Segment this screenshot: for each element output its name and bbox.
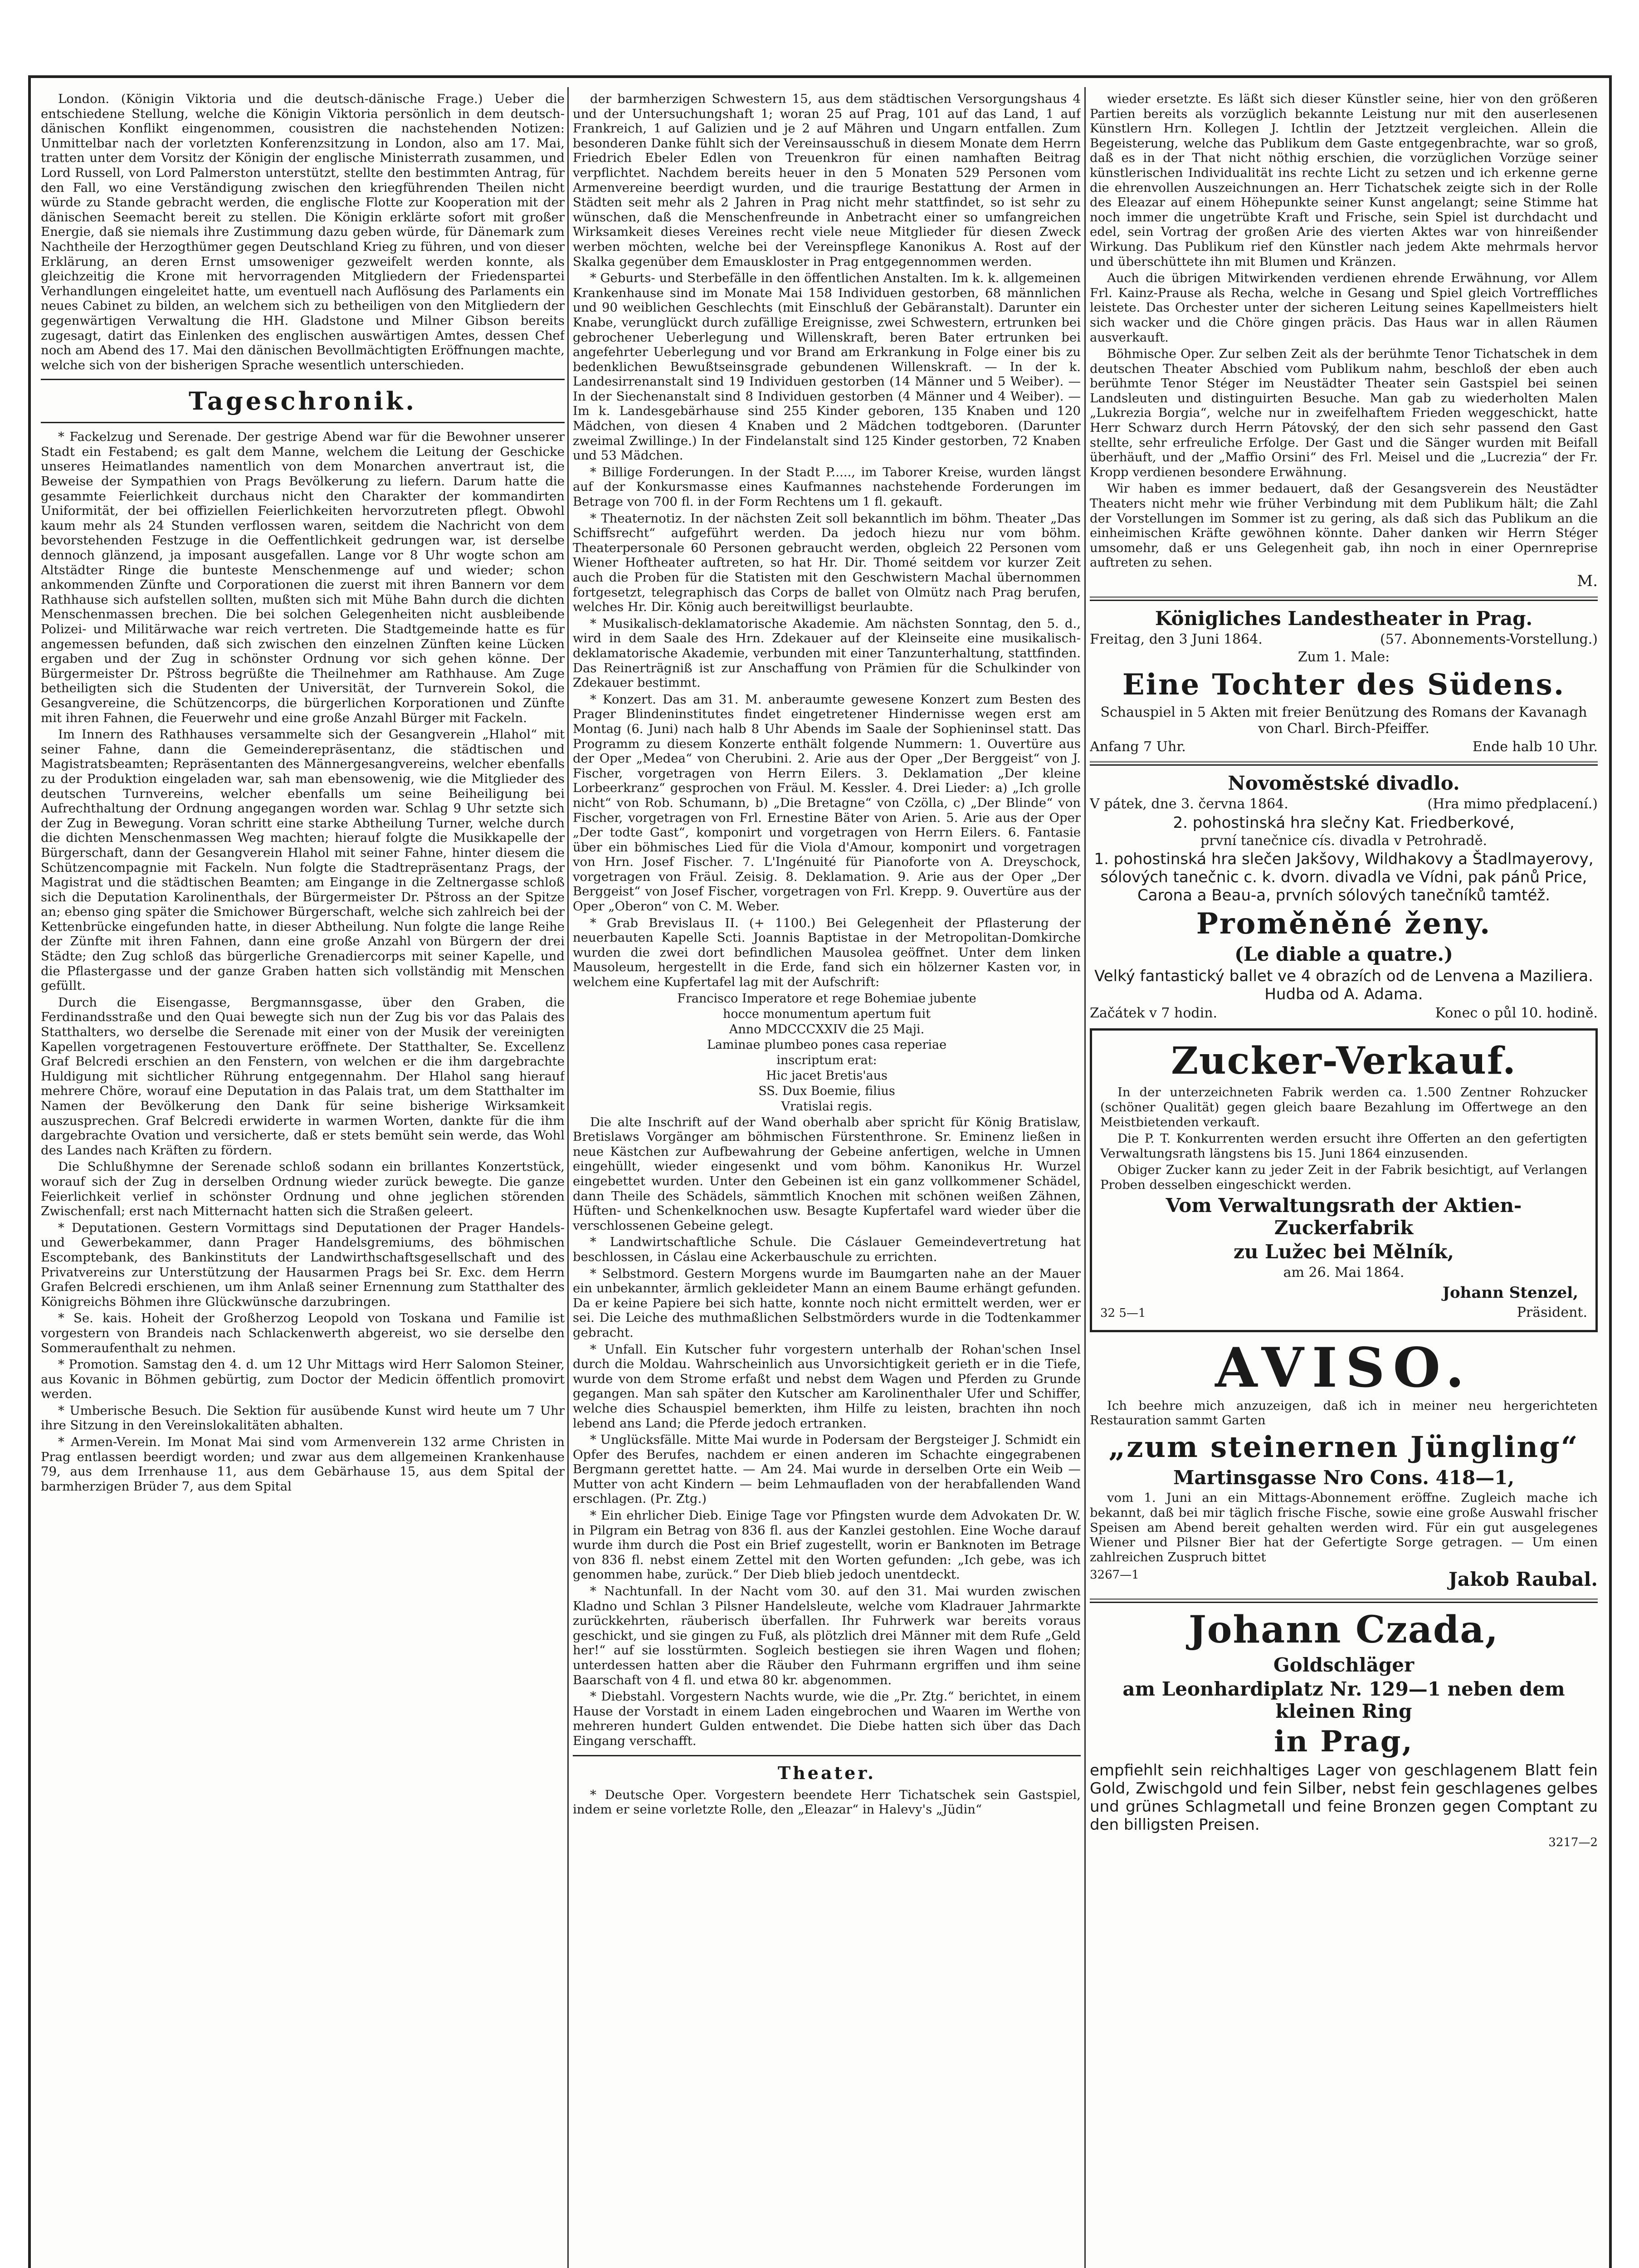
- section-heading: Tageschronik.: [188, 386, 417, 416]
- ad-code: 32 5—1: [1100, 1306, 1146, 1320]
- author-mark: M.: [1577, 572, 1598, 590]
- article-konzert: * Konzert. Das am 31. M. anberaumte gewesene Konzert zum Besten des Prager Blindeninstitutes findet eingetretener Hindernisse wegen erst am Montag (6. Juni) nach halb 8 Uhr Abends im Saale der Sophieninsel statt. Das Programm zu diesem Konzerte enthält folgende Nummern: 1. Ouvertüre aus der Oper „Medea“ von Cherubini. 2. Arie aus der Oper „Der Berggeist“ von J. Fischer, vorgetragen von Herrn Eilers. 3. Deklamation „Der kleine Lorbeerkranz“ gesprochen von Fräul. M. Kessler. 4. Drei Lieder: a) „Ich grolle nicht“ von Rob. Schumann, b) „Die Bretagne“ von Czölla, c) „Der Blinde“ von Fischer, vorgetragen von Frl. Ernestine Bäter von Arien. 5. Arie aus der Oper „Der todte Gast“, komponirt und vorgetragen von Herrn Eilers. 6. Fantasie über ein böhmisches Lied für die Viola d'Amour, komponirt und vorgetragen von Hrn. Josef Fischer. 7. L'Ingénuité für Pianoforte von A. Dreyschock, vorgetragen von Fräul. Zeisig. 8. Deklamation. 9. Arie aus der Oper „Der Berggeist“ von Josef Fischer, vorgetragen von Frl. Krepp. 9. Ouvertüre aus der Oper „Oberon“ von C. M. Weber.: [573, 692, 1081, 914]
- inscription-line: Laminae plumbeo pones casa reperiae: [707, 1037, 947, 1052]
- ad-signature: Jakob Raubal.: [1449, 1568, 1598, 1591]
- article-paragraph: Im Innern des Rathhauses versammelte sich der Gesangverein „Hlahol“ mit seiner Fahne, dann die Gemeinderepräsentanz, die städtischen und Magistratsbeamten; Repräsentanten des Männergesangvereins, welcher ebenfalls zu der Produktion eingeladen war, sah man ebensowenig, wie die Mitglieder des deutschen Turnvereins, welcher ebenfalls um seine Beiheiligung bei Aufrechthaltung der Ordnung angegangen worden war. Schlag 9 Uhr setzte sich der Zug in Bewegung. Voran schritt eine starke Abtheilung Turner, welche durch die dichten Menschenmassen Weg machten; hierauf folgte die Musikkapelle der Bürgerschaft, dann der Gesangverein Hlahol mit seiner Fahne, hinter diesem die Schützencompagnie mit Fackeln. Nun folgte die Stadtrepräsentanz Prags, der Magistrat und die städtischen Beamten; am Eingange in die Zeltnergasse schloß sich die Deputation Karolinenthals, der Bürgermeister Dr. Pštross an der Spitze an; ebenso ging später die Smichower Bürgerschaft, welche sich zahlreich bei der Kettenbrücke eingefunden hatte, in dieser Abtheilung. Nun folgte die lange Reihe der Zünfte mit ihren Fahnen, dann eine große Anzahl von Bürgern der drei Städte; den Zug schloß das bürgerliche Grenadiercorps mit seiner Kapelle, und die Pflastergasse und der ganze Graben hatten sich vollständig mit Menschen gefüllt.: [41, 727, 565, 993]
- ad-body: vom 1. Juni an ein Mittags-Abonnement eröffne. Zugleich mache ich bekannt, daß bei mir täglich frische Fische, sowie eine große Auswahl frischer Speisen am Abend bereit gehalten werden wird. Für ein gut ausgelegenes Wiener und Pilsner Bier hat der Gefertigte Sorge getragen. — Um einen zahlreichen Zuspruch bittet: [1090, 1491, 1598, 1564]
- column-divider: [567, 87, 569, 2268]
- inscription-line: SS. Dux Boemie, filius: [758, 1084, 895, 1098]
- article-armenverein: * Armen-Verein. Im Monat Mai sind vom Armenverein 132 arme Christen in Prag entlassen beerdigt worden; und zwar aus dem allgemeinen Krankenhause 79, aus dem Irrenhause 11, aus dem Gebärhause 15, aus dem Spital der barmherzigen Brüder 7, aus dem Spital: [41, 1435, 565, 1494]
- article-diebstahl: * Diebstahl. Vorgestern Nachts wurde, wie die „Pr. Ztg.“ berichtet, in einem Hause der Vorstadt in einem Laden eingebrochen und Waaren im Werthe von mehreren hundert Gulden entwendet. Die Diebe hatten sich über das Dach Eingang verschafft.: [573, 1689, 1081, 1748]
- ad-body: Ich beehre mich anzuzeigen, daß ich in meiner neu hergerichteten Restauration sammt Garten: [1090, 1398, 1598, 1428]
- ad-body: empfiehlt sein reichhaltiges Lager von geschlagenem Blatt fein Gold, Zwischgold und fein Silber, nebst fein geschlagenes gelbes und grünes Schlagmetall und feine Bronzen gegen Comptant zu den billigsten Preisen.: [1090, 1761, 1598, 1834]
- ad-start: Začátek v 7 hodin.: [1090, 1005, 1218, 1022]
- ad-row: [1090, 739, 1598, 755]
- ad-signature: Johann Stenzel,: [1442, 1283, 1578, 1302]
- article-promotion: * Promotion. Samstag den 4. d. um 12 Uhr Mittags wird Herr Salomon Steiner, aus Kovanic in Böhmen gebürtig, zum Doctor der Medicin öffentlich promovirt werden.: [41, 1357, 565, 1402]
- ad-end: Ende halb 10 Uhr.: [1472, 738, 1598, 755]
- ad-row: [1090, 631, 1598, 647]
- article-akademie: * Musikalisch-deklamatorische Akademie. Am nächsten Sonntag, den 5. d., wird in dem Saale des Hrn. Zdekauer auf der Kleinseite eine musikalisch-deklamatorische Akademie, verbunden mit einer Tanzunterhaltung, stattfinden. Das Reinerträgniß ist zur Anschaffung von Prämien für die Schulkinder von Zdekauer bestimmt.: [573, 616, 1081, 690]
- ad-czada: [1090, 1609, 1598, 1849]
- ad-first: Zum 1. Male:: [1298, 649, 1390, 665]
- inscription-line: Anno MDCCCXXIV die 25 Maji.: [729, 1022, 925, 1036]
- ad-line: 2. pohostinská hra slečny Kat. Friedberkové,: [1173, 813, 1515, 832]
- article-nachtunfall: * Nachtunfall. In der Nacht vom 30. auf den 31. Mai wurden zwischen Kladno und Schlan 3 Pilsner Handelsleute, welche vom Kladrauer Jahrmarkte zurückkehrten, räuberisch überfallen. Ihr Fuhrwerk war bereits voraus geschickt, und sie gingen zu Fuß, als plötzlich drei Männer mit dem Rufe „Geld her!“ auf sie losstürmten. Sogleich bestiegen sie ihren Wagen und flohen; unterdessen hatten aber die Räuber den Fuhrmann ergriffen und ihm seine Baarschaft von 4 fl. und etwa 80 kr. abgenommen.: [573, 1584, 1081, 1687]
- article-theaternotiz: * Theaternotiz. In der nächsten Zeit soll bekanntlich im böhm. Theater „Das Schiffsrecht“ aufgeführt werden. Da jedoch hiezu nur vom böhm. Theaterpersonale 60 Personen gebraucht werden, obgleich 22 Personen vom Wiener Hoftheater auftreten, so hat Hr. Dir. Thomé seitdem vor kurzer Zeit auch die Proben für die Statisten mit den Geschwistern Machal übernommen fortgesetzt, telegraphisch das Corps de ballet von Olmütz nach Prag berufen, welches Hr. Dir. König auch bereitwilligst beurlaubte.: [573, 511, 1081, 615]
- article-unfall: * Unfall. Ein Kutscher fuhr vorgestern unterhalb der Rohan'schen Insel durch die Moldau. Wahrscheinlich aus Unvorsichtigkeit gerieth er in die Tiefe, wurde von dem Strome erfaßt und nebst dem Wagen und Pferden zu Grunde gegangen. Man sah später den Kutscher am Karolinenthaler Ufer und Schiffer, welche dies Schauspiel bemerkten, ihm Hilfe zu leisten, brachten ihn noch lebend ans Land; die Pferde jedoch ertranken.: [573, 1342, 1081, 1431]
- article-paragraph: Die Schlußhymne der Serenade schloß sodann ein brillantes Konzertstück, worauf sich der Zug in derselben Ordnung wieder zurück bewegte. Die ganze Feierlichkeit verlief in schönster Ordnung und ohne jeglichen störenden Zwischenfall; erst nach Mitternacht hatten sich die Straßen geleert.: [41, 1159, 565, 1219]
- review-paragraph: wieder ersetzte. Es läßt sich dieser Künstler seine, hier von den größeren Partien bereits als vorzüglich bekannte Leistung nur mit den auserlesenen Künstlern Hrn. Kollegen J. Ichtlin der Jetztzeit vergleichen. Allein die Begeisterung, welche das Publikum dem Gaste entgegenbrachte, war so groß, daß es in der That nicht nöthig erschien, die vorzüglichen Vorzüge seiner künstlerischen Individualität ins rechte Licht zu setzen und ich erkenne gerne die ehrenvollen Auszeichnungen an. Herr Tichatschek zeigte sich in der Rolle des Eleazar auf einem Höhepunkte seiner Kunst angelangt; seine Stimme hat noch immer die ungetrübte Kraft und Frische, sein Spiel ist durchdacht und edel, sein Vortrag der großen Arie des vierten Aktes war von hinreißender Wirkung. Das Publikum rief den Künstler nach jedem Akte mehrmals hervor und überschüttete ihn mit Blumen und Kränzen.: [1090, 92, 1598, 269]
- divider: [573, 1755, 1081, 1756]
- ad-address: am Leonhardiplatz Nr. 129—1 neben dem kleinen Ring: [1122, 1678, 1565, 1723]
- article-paragraph: Die alte Inschrift auf der Wand oberhalb aber spricht für König Bratislaw, Bretislaws Vorgänger am böhmischen Fürstenthrone. Sr. Eminenz ließen in neue Kästchen zur Aufbewahrung der Gebeine anfertigen, welche in Umnen eingehüllt, wieder eingesenkt und vom böhm. Kanonikus Hr. Wurzel eingebettet wurden. Unter den Gebeinen ist ein ganz vollkommener Schädel, dann Theile des Schädels, sämmtlich Knochen mit schönen weißen Zähnen, Hüften- und Schenkelknochen usw. Besagte Kupfertafel ward wieder über die verschlossenen Gebeine gelegt.: [573, 1114, 1081, 1233]
- divider: [1090, 1598, 1598, 1603]
- ad-code: 3217—2: [1548, 1836, 1598, 1850]
- article-london: London. (Königin Viktoria und die deutsch-dänische Frage.) Ueber die entschiedene Stellung, welche die Königin Viktoria persönlich in dem deutsch-dänischen Konflikt eingenommen, cousistren die nachstehenden Notizen: Unmittelbar nach der vorletzten Konferenzsitzung in London, also am 17. Mai, tratten unter dem Vorsitz der Königin der englische Ministerrath zusammen, und Lord Russell, von Lord Palmerston unterstützt, stellte den bestimmten Antrag, für den Fall, wo eine Verständigung zwischen den kriegführenden Theilen nicht würde zu Stande gebracht werden, die englische Flotte zur Kooperation mit der dänischen Seemacht bereit zu stellen. Die Königin erklärte sofort mit großer Energie, daß sie niemals ihre Zustimmung dazu geben würde, für Dänemark zum Nachtheile der Herzogthümer gegen Deutschland Krieg zu führen, und von dieser Erklärung, an deren Ernst umsoweniger gezweifelt werden konnte, als gleichzeitig die Krone mit hervorragenden Mitgliedern der Friedenspartei Verhandlungen eingeleitet hatte, um eventuell nach Auflösung des Parlaments ein neues Cabinet zu bilden, an welchem sich zu betheiligen von den Mitgliedern der gegenwärtigen Verwaltung die HH. Gladstone und Milner Gibson bereits zugesagt, datirt das Einlenken des englischen auswärtigen Amtes, dessen Chef noch am Abend des 17. Mai den dänischen Bevollmächtigten Eröffnungen machte, welche sich von der bisherigen Sprache wesentlich unterschieden.: [41, 92, 565, 372]
- article-unglueck: * Unglücksfälle. Mitte Mai wurde in Podersam der Bergsteiger J. Schmidt ein Opfer des Berufes, nachdem er einen anderen im Schachte eingegrabenen Bergmann gerettet hatte. — Am 24. Mai wurde in derselben Orte ein Weib — Mutter von acht Kindern — beim Lehmaufladen von der herabfallenden Wand erschlagen. (Pr. Ztg.): [573, 1432, 1081, 1506]
- ad-row: [1100, 1305, 1587, 1322]
- column-divider: [1084, 87, 1086, 2268]
- ad-title: Königliches Landestheater in Prag.: [1155, 607, 1533, 630]
- divider: [1090, 761, 1598, 766]
- divider: [41, 422, 565, 423]
- review-paragraph: Auch die übrigen Mitwirkenden verdienen ehrende Erwähnung, vor Allem Frl. Kainz-Prause als Recha, welche in Gesang und Spiel gleich Vortreffliches leistete. Das Orchester unter der sicheren Leitung seines Kapellmeisters hielt sich wacker und die Chöre gingen präcis. Das Haus war in allen Räumen ausverkauft.: [1090, 271, 1598, 345]
- ad-place: zu Lužec bei Mělník,: [1234, 1240, 1454, 1263]
- ad-row: [1090, 1566, 1598, 1592]
- newspaper-page: [28, 75, 1612, 2268]
- ad-zucker: [1090, 1028, 1598, 1332]
- latin-inscription: [573, 992, 1081, 1114]
- article-deutsche-oper: * Deutsche Oper. Vorgestern beendete Herr Tichatschek sein Gastspiel, indem er seine vorletzte Rolle, den „Eleazar“ in Halevy's „Jüdin“: [573, 1787, 1081, 1817]
- ad-line: první tanečnice cís. divadla v Petrohradě.: [1200, 832, 1488, 849]
- ad-end: Konec o půl 10. hodině.: [1435, 1005, 1598, 1022]
- ad-start: Anfang 7 Uhr.: [1090, 738, 1186, 755]
- ad-date: am 26. Mai 1864.: [1283, 1264, 1405, 1281]
- column-1: [41, 92, 565, 2266]
- ad-play: Eine Tochter des Südens.: [1122, 668, 1566, 702]
- ad-novomestske: [1090, 772, 1598, 1022]
- article-fackelzug: * Fackelzug und Serenade. Der gestrige Abend war für die Bewohner unserer Stadt ein Festabend; es galt dem Manne, welchem die Leitung der Geschicke unseres Heimatlandes namentlich von dem Monarchen anvertraut ist, die Beweise der Sympathien von Prags Bevölkerung zu liefern. Darum hatte die gesammte Feierlichkeit durchaus nicht den Charakter der kommandirten Uniformität, der bei offiziellen Feierlichkeiten hervorzutreten pflegt. Obwohl kaum mehr als 24 Stunden verflossen waren, seitdem die Nachricht von dem bevorstehenden Festzuge in die Oeffentlichkeit gedrungen war, ist derselbe dennoch glänzend, ja imposant ausgefallen. Lange vor 8 Uhr wogte schon am Altstädter Ringe die bunteste Menschenmenge auf und wieder; schon ankommenden Zünfte und Corporationen die zuerst mit ihren Bannern vor dem Rathhause sich aufstellen sollten, mußten sich mit Mühe Bahn durch die dichten Menschenmassen brechen. Die bei solchen Gelegenheiten nicht ausbleibende Polizei- und Militärwache war reich vertreten. Die Stadtgemeinde hatte es für angemessen befunden, daß sich zwischen den einzelnen Zünften keine Lücken ergaben und der Zug in schönster Ordnung vor sich gehen könne. Der Bürgermeister Dr. Pštross begrüßte die Theilnehmer am Rathhause. Am Zuge betheiligten sich die Studenten der Universität, der Turnverein Sokol, die Gesangvereine, die Schützencorps, die bürgerlichen Korporationen und Zünfte mit ihren Fahnen, die Feuerwehr und eine große Anzahl Bürger mit Fackeln.: [41, 430, 565, 725]
- ad-row: [1090, 1005, 1598, 1021]
- inscription-line: Hic jacet Bretis'aus: [766, 1068, 888, 1083]
- ad-note: (Hra mimo předplacení.): [1427, 796, 1598, 812]
- ad-body: In der unterzeichneten Fabrik werden ca. 1.500 Zentner Rohzucker (schöner Qualität) gegen gleich baare Bezahlung im Offertwege an den Meistbietenden verkauft.: [1100, 1085, 1587, 1129]
- ad-row: [1090, 796, 1598, 812]
- article-landwirtschaft: * Landwirtschaftliche Schule. Die Cáslauer Gemeindevertretung hat beschlossen, in Cáslau eine Ackerbauschule zu errichten.: [573, 1235, 1081, 1264]
- ad-play: Proměněné ženy.: [1196, 906, 1492, 941]
- ad-date: Freitag, den 3 Juni 1864.: [1090, 631, 1263, 647]
- ad-trade: Goldschläger: [1273, 1654, 1415, 1677]
- article-deputationen: * Deputationen. Gestern Vormittags sind Deputationen der Prager Handels- und Gewerbekammer, dann Prager Handelsgremiums, des böhmischen Escomptebank, des Bankinstituts der Landwirthschaftsgesellschaft und des Privatvereins zur Unterstützung der Hausarmen Prags bei Sr. Exc. dem Herrn Grafen Belcredi erschienen, um ihm Anlaß seiner Ernennung zum Statthalter des Königreichs Böhmen ihre Glückwünsche darzubringen.: [41, 1220, 565, 1309]
- ad-from: Vom Verwaltungsrath der Aktien-Zuckerfabrik: [1166, 1194, 1522, 1239]
- review-paragraph: Wir haben es immer bedauert, daß der Gesangsverein des Neustädter Theaters nicht mehr wie früher Verbindung mit dem Publikum hält; die Zahl der Vorstellungen im Sommer ist zu gering, als daß sich das Publikum an die einheimischen Kräfte gewöhnen könnte. Daher danken wir Herrn Stéger umsomehr, daß er uns Gelegenheit gab, ihn noch in einer Opernreprise auftreten zu sehen.: [1090, 481, 1598, 570]
- ad-date: V pátek, dne 3. června 1864.: [1090, 796, 1288, 812]
- article-paragraph: Durch die Eisengasse, Bergmannsgasse, über den Graben, die Ferdinandsstraße und den Quai bewegte sich nun der Zug bis vor das Palais des Statthalters, wo derselbe die Serenade mit einer von der Musik der vereinigten Kapellen vorgetragenen Festouverture eröffnete. Der Statthalter, Se. Excellenz Graf Belcredi erschien an den Fenstern, von welchen er die ihm dargebrachte Huldigung mit sichtlicher Rührung entgegennahm. Der Hlahol sang hierauf mehrere Chöre, worauf eine Deputation in das Palais trat, um dem Statthalter im Namen der Bevölkerung den Dank für seine bisherige Wirksamkeit auszusprechen. Graf Belcredi erwiderte in warmen Worten, dankte für die ihm dargebrachte Ovation und versicherte, daß er stets bemüht sein werde, das Wohl des Landes nach Kräften zu fördern.: [41, 995, 565, 1158]
- ad-role: Präsident.: [1517, 1304, 1587, 1320]
- ad-aviso: [1090, 1335, 1598, 1593]
- article-grab: * Grab Brevislaus II. (+ 1100.) Bei Gelegenheit der Pflasterung der neuerbauten Kapelle Scti. Joannis Baptistae in der Metropolitan-Domkirche wurden die zwei dort befindlichen Mausolea geöffnet. Unter dem linken Mausoleum, hergestellt in die Erde, fand sich ein hölzerner Kasten vor, in welchem eine Kupfertafel lag mit der Aufschrift:: [573, 915, 1081, 990]
- divider: [41, 379, 565, 380]
- ad-name: „zum steinernen Jüngling“: [1108, 1430, 1579, 1464]
- ad-sub: (Le diable a quatre.): [1234, 943, 1453, 966]
- inscription-line: Francisco Imperatore et rege Bohemiae jubente: [677, 991, 976, 1006]
- article-boehmische-oper: Böhmische Oper. Zur selben Zeit als der berühmte Tenor Tichatschek in dem deutschen Theater Abschied vom Publikum nahm, beschloß der eben auch berühmte Tenor Stéger im Neustädter Theater sein Gastspiel bei seinen Landsleuten und distinguirten Besuche. Man gab zu wiederholten Malen „Lukrezia Borgia“, welche nur in zweifelhaftem Frieden weggeschickt, hatte Herr Schwarz durch Herrn Pátovský, der den sich sehr passend den Gast stellte, sehr erfreuliche Erfolge. Der Gast und die Sänger wurden mit Beifall überhäuft, und der „Maffio Orsini“ des Frl. Meisel und die „Lucrezia“ der Fr. Kropp verdienen besondere Erwähnung.: [1090, 347, 1598, 479]
- ad-desc: Schauspiel in 5 Akten mit freier Benützung des Romans der Kavanagh von Charl. Birch-Pfeiffer.: [1100, 704, 1587, 737]
- article-continued: der barmherzigen Schwestern 15, aus dem städtischen Versorgungshaus 4 und der Untersuchungshaft 1; woran 25 auf Prag, 101 auf das Land, 1 auf Frankreich, 1 auf Galizien und je 2 auf Mähren und Ungarn entfallen. Zum besonderen Danke fühlt sich der Vereinsausschuß in diesem Monate dem Herrn Friedrich Ebeler Edlen von Treuenkron für einen namhaften Beitrag verpflichtet. Nachdem bereits heuer in den 5 Monaten 529 Personen vom Armenvereine beerdigt wurden, und die traurige Bestattung der Armen in Städten seit mehr als 2 Jahren in Prag nicht mehr stattfindet, so ist sehr zu wünschen, daß die Menschenfreunde in Anbetracht einer so umfangreichen Wirksamkeit dieses Vereines recht viele neue Mitglieder für diesen Zweck werben möchten, welche bei der Vereinspflege Kanonikus A. Rost auf der Skalka gegenüber dem Emauskloster in Prag entgegennommen werden.: [573, 92, 1081, 269]
- ad-title: Novoměstské divadlo.: [1228, 772, 1460, 794]
- ad-landestheater: [1090, 607, 1598, 755]
- ad-title: Zucker-Verkauf.: [1171, 1039, 1517, 1083]
- ad-city: in Prag,: [1274, 1725, 1414, 1759]
- inscription-line: Vratislai regis.: [781, 1099, 873, 1114]
- divider: [1090, 596, 1598, 601]
- section-heading-theater: Theater.: [777, 1762, 876, 1783]
- ad-address: Martinsgasse Nro Cons. 418—1,: [1173, 1466, 1515, 1489]
- ad-name: Johann Czada,: [1188, 1608, 1499, 1652]
- article-forderungen: * Billige Forderungen. In der Stadt P....., im Taborer Kreise, wurden längst auf der Konkursmasse eines Kaufmannes nachstehende Forderungen im Betrage von 700 fl. in der Form Rechtens um 1 fl. gekauft.: [573, 464, 1081, 509]
- article-dieb: * Ein ehrlicher Dieb. Einige Tage vor Pfingsten wurde dem Advokaten Dr. W. in Pilgram ein Betrag von 836 fl. aus der Kanzlei gestohlen. Eine Woche darauf wurde ihm durch die Post ein Brief zugestellt, worin er Banknoten im Betrage von 836 fl. nebst einem Zettel mit den Worten gefunden: „Ich gebe, was ich genommen habe, zurück.“ Der Dieb blieb jedoch unentdeckt.: [573, 1508, 1081, 1582]
- article-grossherzog: * Se. kais. Hoheit der Großherzog Leopold von Toskana und Familie ist vorgestern von Brandeis nach Schlackenwerth abgereist, wo sie derselbe den Sommeraufenthalt zu nehmen.: [41, 1311, 565, 1355]
- ad-code: 3267—1: [1090, 1568, 1139, 1582]
- article-geburten: * Geburts- und Sterbefälle in den öffentlichen Anstalten. Im k. k. allgemeinen Krankenhause sind im Monate Mai 158 Individuen gestorben, 68 männlichen und 90 weiblichen Geschlechts (mit Einschluß der Gebäranstalt). Darunter ein Knabe, verunglückt durch zufällige Ereignisse, zwei Schwestern, ertrunken bei gebrochener Ueberlegung und Willenskraft, beren Bater ertrunken bei angefehrter Ueberlegung und vor Brand am Erkrankung in Folge einer bis zu bedenklichen Bewußtseinsgrade gebundenen Willenskraft. — In der k. Landesirrenanstalt sind 19 Individuen gestorben (14 Männer und 5 Weiber). — In der Siechenanstalt sind 8 Individuen gestorben (4 Männer und 4 Weiber). — Im k. Landesgebärhause sind 255 Kinder geboren, 135 Knaben und 120 Mädchen, von diesen 4 Knaben und 2 Mädchen todtgeboren. (Darunter zweimal Zwillinge.) In der Findelanstalt sind 125 Kinder gestorben, 72 Knaben und 53 Mädchen.: [573, 271, 1081, 463]
- column-3: [1090, 92, 1598, 2266]
- ad-series: (57. Abonnements-Vorstellung.): [1380, 631, 1598, 647]
- inscription-line: hocce monumentum apertum fuit: [722, 1007, 931, 1021]
- ad-line: 1. pohostinská hra slečen Jakšovy, Wildhakovy a Štadlmayerovy, sólových tanečnic c. k. dvorn. divadla ve Vídni, pak pánů Price, Carona a Beau-a, prvních sólových tanečníků tamtéž.: [1094, 850, 1594, 904]
- article-sektion: * Umberische Besuch. Die Sektion für ausübende Kunst wird heute um 7 Uhr ihre Sitzung in den Vereinslokalitäten abhalten.: [41, 1403, 565, 1433]
- article-selbstmord: * Selbstmord. Gestern Morgens wurde im Baumgarten nahe an der Mauer ein unbekannter, ärmlich gekleideter Mann an einem Baume erhängt gefunden. Da er keine Papiere bei sich hatte, konnte noch nicht ermittelt werden, wer er sei. Die Leiche des muthmaßlichen Selbstmörders wurde in die Todtenkammer gebracht.: [573, 1266, 1081, 1340]
- column-2: [573, 92, 1081, 2266]
- inscription-line: inscriptum erat:: [776, 1053, 877, 1067]
- ad-desc: Velký fantastický ballet ve 4 obrazích od de Lenvena a Maziliera. Hudba od A. Adama.: [1094, 967, 1593, 1004]
- ad-title: AVISO.: [1215, 1335, 1473, 1400]
- ad-body: Die P. T. Konkurrenten werden ersucht ihre Offerten an den gefertigten Verwaltungsrath längstens bis 15. Juni 1864 einzusenden.: [1100, 1131, 1587, 1161]
- ad-body: Obiger Zucker kann zu jeder Zeit in der Fabrik besichtigt, auf Verlangen Proben desselben eingeschickt werden.: [1100, 1163, 1587, 1192]
